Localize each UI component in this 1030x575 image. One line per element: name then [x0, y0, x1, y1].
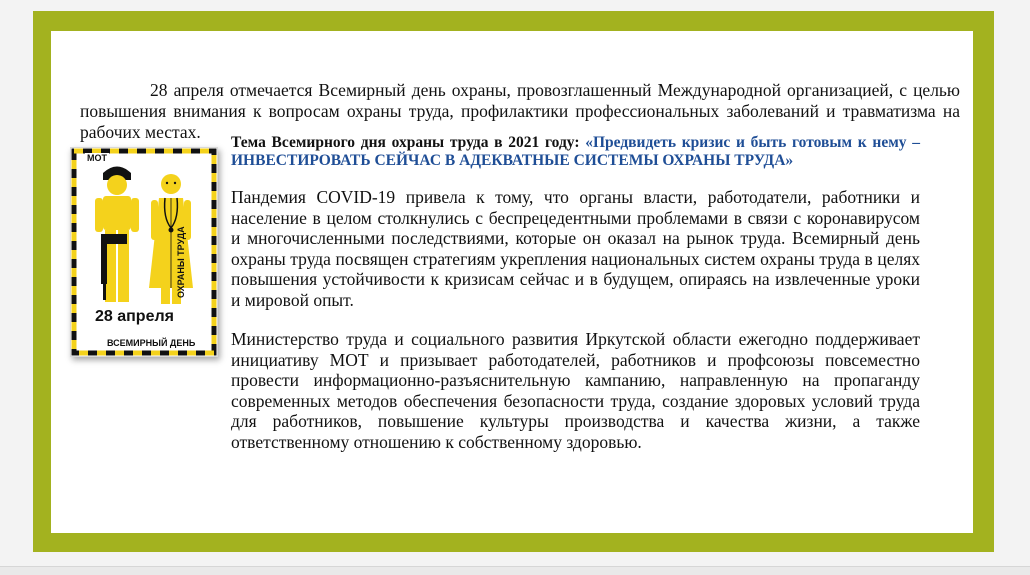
poster-org-label: МОТ: [87, 153, 107, 163]
poster-date: 28 апреля: [95, 308, 174, 325]
ministry-paragraph: Министерство труда и социального развития Иркутской области ежегодно поддерживает инициативу МОТ и призывает работодателей, работников и профсоюзы повсеместно провести информационно-разъяснительную кампанию, направленную на пропаганду современных методов обеспечения безопасности труда, создание здоровых условий труда для работников, повышение культуры производства и качества жизни, а также ответственному отношению к собственному здоровью.: [231, 329, 920, 452]
pandemic-paragraph: Пандемия COVID-19 привела к тому, что органы власти, работодатели, работники и население в целом столкнулись с беспрецедентными проблемами в связи с коронавирусом и многочисленными последствиями, которые он оказал на рынок труда. Всемирный день охраны труда посвящен стратегиям укрепления национальных систем охраны труда в целях повышения устойчивости к кризисам сейчас и в будущем, опираясь на извлеченные уроки и мировой опыт.: [231, 187, 920, 310]
main-text-column: [231, 134, 920, 452]
poster-side-text: ОХРАНЫ ТРУДА: [176, 226, 186, 298]
intro-paragraph: 28 апреля отмечается Всемирный день охраны, провозглашенный Международной организацией, с целью повышения внимания к вопросам охраны труда, профилактики профессиональных заболеваний и травматизма на рабочих местах.: [80, 79, 960, 142]
theme-label: Тема Всемирного дня охраны труда в 2021 году:: [231, 134, 586, 151]
theme-highlight: «Предвидеть кризис и быть готовым к нему – ИНВЕСТИРОВАТЬ СЕЙЧАС В АДЕКВАТНЫЕ СИСТЕМЫ ОХРАНЫ ТРУДА»: [231, 134, 920, 169]
theme-heading: [231, 134, 920, 170]
poster-image: [70, 147, 218, 357]
poster-bottom-text: ВСЕМИРНЫЙ ДЕНЬ: [107, 338, 196, 348]
